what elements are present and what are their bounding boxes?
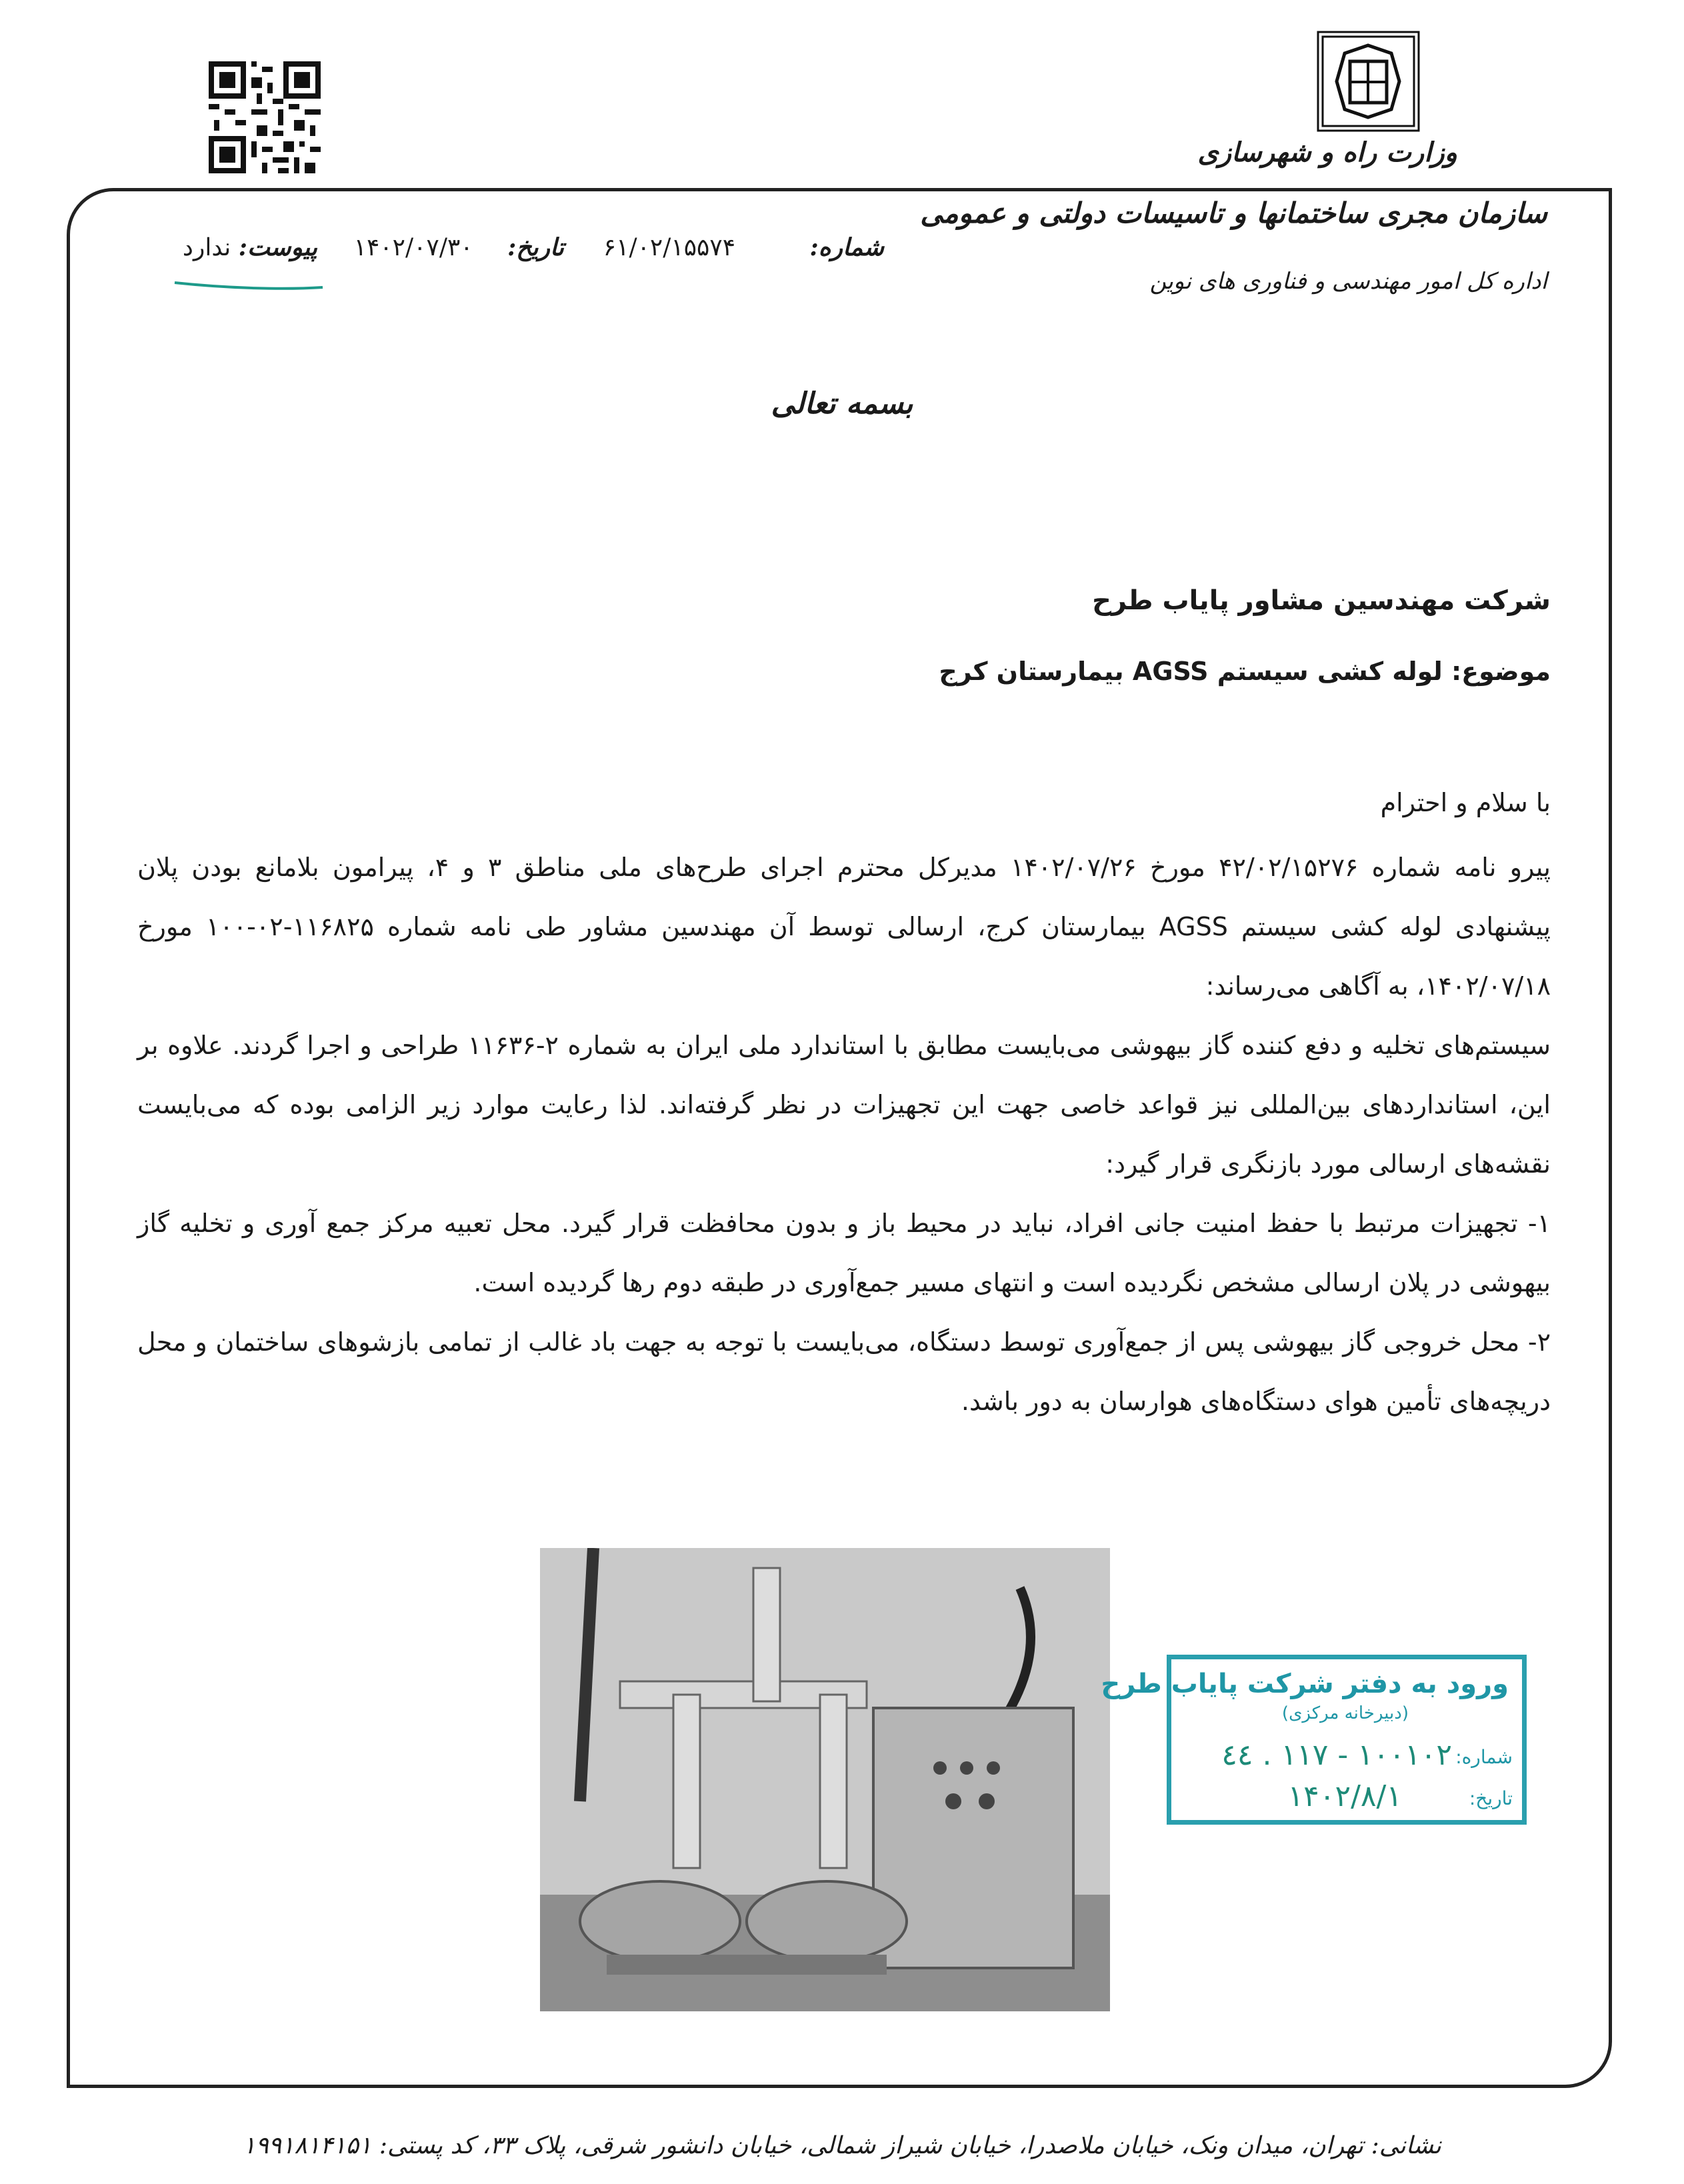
greeting: با سلام و احترام (1380, 788, 1551, 817)
stamp-number-label: شماره: (1455, 1746, 1513, 1768)
attachment-label: پیوست: (238, 233, 317, 261)
stamp-number: ۱۰۰۱۰۲ - ۱۱۷ . ٤٤ (1221, 1738, 1452, 1772)
number-label: شماره: (809, 233, 884, 261)
stamp-title: ورود به دفتر شرکت پایاب طرح (1101, 1669, 1509, 1699)
organization-name: سازمان مجری ساختمانها و تاسیسات دولتی و عمومی (920, 197, 1547, 229)
date-label: تاریخ: (507, 233, 564, 261)
received-stamp (1101, 1655, 1527, 1825)
header-rule (0, 0, 1684, 200)
pen-mark (172, 279, 325, 292)
list-item: ۲- محل خروجی گاز بیهوشی پس از جمع‌آوری توسط دستگاه، می‌بایست با توجه به جهت باد غالب از تمامی بازشوهای ساختمان و محل دریچه‌های تأمین هوای دستگاه‌های هوارسان به دور باشد. (137, 1327, 1551, 1416)
stamp-date: ۱۴۰۲/۸/۱ (1287, 1779, 1402, 1813)
number-value: ۶۱/۰۲/۱۵۵۷۴ (603, 234, 736, 261)
ministry-name: وزارت راه و شهرسازی (1197, 137, 1457, 168)
letter-number (603, 233, 884, 261)
date-value: ۱۴۰۲/۰۷/۳۰ (353, 234, 473, 261)
subject: موضوع: لوله کشی سیستم AGSS بیمارستان کرج (939, 657, 1551, 686)
basmala: بسمه تعالی (771, 387, 913, 421)
agss-equipment-photo (540, 1548, 1110, 2011)
stamp-date-label: تاریخ: (1469, 1787, 1513, 1809)
list-item: ۱- تجهیزات مرتبط با حفظ امنیت جانی افراد، نباید در محیط باز و بدون محافظت قرار گیرد. محل تعبیه مرکز جمع آوری و تخلیه گاز بیهوشی در پلان ارسالی مشخص نگردیده است و انتهای مسیر جمع‌آوری در طبقه دوم رها گردیده است. (137, 1209, 1551, 1297)
footer-address: نشانی: تهران، میدان ونک، خیابان ملاصدرا، خیابان شیراز شمالی، خیابان دانشور شرقی، پلاک ۳۳، کد پستی: ۱۹۹۱۸۱۴۱۵۱ (243, 2132, 1441, 2159)
department-name: اداره کل امور مهندسی و فناوری های نوین (1149, 268, 1547, 295)
attachment-value: ندارد (182, 234, 231, 261)
paragraph: سیستم‌های تخلیه و دفع کننده گاز بیهوشی می‌بایست مطابق با استاندارد ملی ایران به شماره ۲-۱۱۶۳۶ طراحی و اجرا گردند. علاوه بر این، استانداردهای بین‌المللی نیز قواعد خاصی جهت این تجهیزات در نظر گرفته‌اند. لذا رعایت موارد زیر الزامی بوده که می‌بایست نقشه‌های ارسالی مورد بازنگری قرار گیرد: (137, 1031, 1551, 1179)
letter-body (137, 773, 1551, 1431)
letter-date (354, 233, 564, 261)
letter-attachment (183, 233, 317, 261)
recipient: شرکت مهندسین مشاور پایاب طرح (1092, 585, 1551, 616)
stamp-subtitle: (دبیرخانه مرکزی) (1281, 1703, 1409, 1723)
paragraph: پیرو نامه شماره ۴۲/۰۲/۱۵۲۷۶ مورخ ۱۴۰۲/۰۷/۲۶ مدیرکل محترم اجرای طرح‌های ملی مناطق ۳ و ۴، پیرامون بلامانع بودن پلان پیشنهادی لوله کشی سیستم AGSS بیمارستان کرج، ارسالی توسط آن مهندسین مشاور طی نامه شماره ۱۱۶۸۲۵-۰۲-۱۰۰ مورخ ۱۴۰۲/۰۷/۱۸، به آگاهی می‌رساند: (137, 853, 1551, 1001)
